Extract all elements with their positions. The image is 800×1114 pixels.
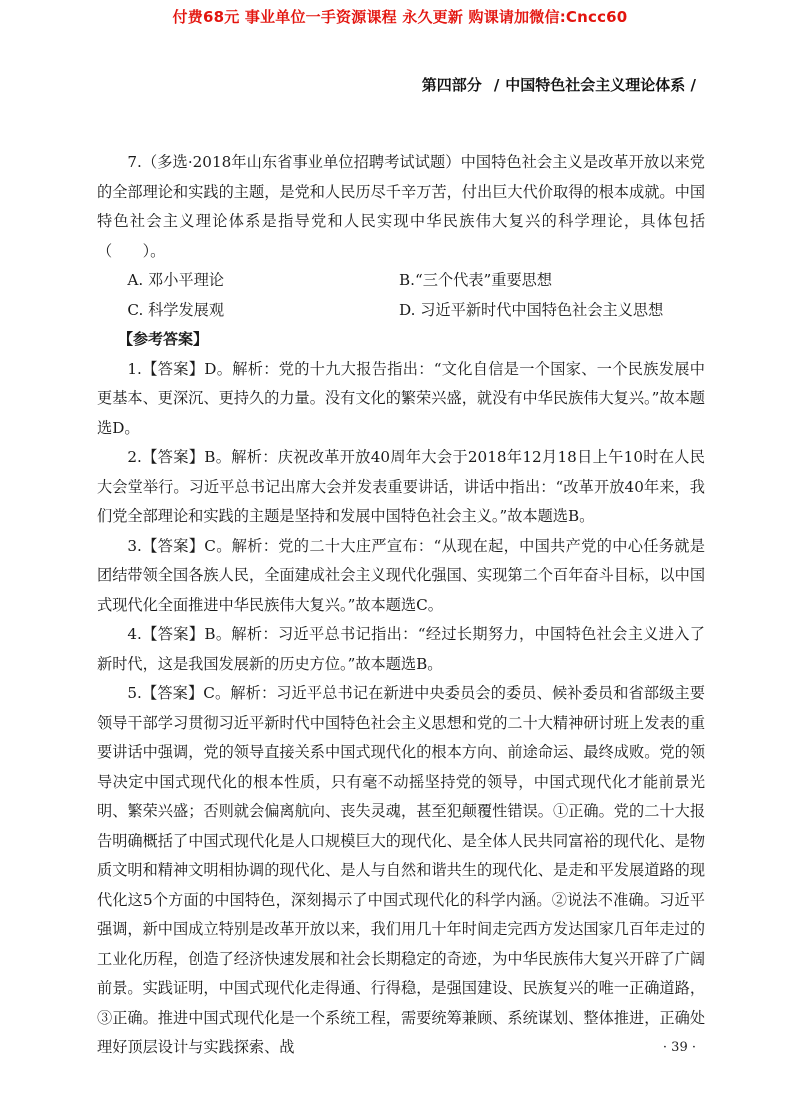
option-d: D. 习近平新时代中国特色社会主义思想 <box>399 300 664 319</box>
option-b: B.“三个代表”重要思想 <box>399 271 553 289</box>
promo-banner: 付费68元 事业单位一手资源课程 永久更新 购课请加微信:Cncc60 <box>172 8 628 26</box>
answers-heading: 【参考答案】 <box>118 330 209 348</box>
running-header <box>422 74 696 95</box>
answer-4: 4.【答案】B。解析：习近平总书记指出：“经过长期努力，中国特色社会主义进入了新时代，这是我国发展新的历史方位。”故本题选B。 <box>97 625 705 673</box>
answer-5: 5.【答案】C。解析：习近平总书记在新进中央委员会的委员、候补委员和省部级主要领导干部学习贯彻习近平新时代中国特色社会主义思想和党的二十大精神研讨班上发表的重要讲话中强调，党的领导直接关系中国式现代化的根本方向、前途命运、最终成败。党的领导决定中国式现代化的根本性质，只有毫不动摇坚持党的领导，中国式现代化才能前景光明、繁荣兴盛；否则就会偏离航向、丧失灵魂，甚至犯颠覆性错误。①正确。党的二十大报告明确概括了中国式现代化是人口规模巨大的现代化、是全体人民共同富裕的现代化、是物质文明和精神文明相协调的现代化、是人与自然和谐共生的现代化、是走和平发展道路的现代化这5个方面的中国特色，深刻揭示了中国式现代化的科学内涵。②说法不准确。习近平强调，新中国成立特别是改革开放以来，我们用几十年时间走完西方发达国家几百年走过的工业化历程，创造了经济快速发展和社会长期稳定的奇迹，为中华民族伟大复兴开辟了广阔前景。实践证明，中国式现代化走得通、行得稳，是强国建设、民族复兴的唯一正确道路，③正确。推进中国式现代化是一个系统工程，需要统筹兼顾、系统谋划、整体推进，正确处理好顶层设计与实践探索、战 <box>97 684 705 1056</box>
option-c: C. 科学发展观 <box>127 300 225 319</box>
header-section: 中国特色社会主义理论体系 / <box>505 76 696 94</box>
question-7-text: 7.（多选·2018年山东省事业单位招聘考试试题）中国特色社会主义是改革开放以来党的全部理论和实践的主题，是党和人民历尽千辛万苦，付出巨大代价取得的根本成就。中国特色社会主义理论体系是指导党和人民实现中华民族伟大复兴的科学理论，具体包括（ ）。 <box>97 153 705 260</box>
header-part: 第四部分 <box>421 76 482 94</box>
question-7-options <box>97 266 705 325</box>
answer-1: 1.【答案】D。解析：党的十九大报告指出：“文化自信是一个国家、一个民族发展中更基本、更深沉、更持久的力量。没有文化的繁荣兴盛，就没有中华民族伟大复兴。”故本题选D。 <box>97 359 705 437</box>
page-number: · 39 · <box>662 1040 696 1055</box>
page-body <box>97 148 705 1063</box>
option-a: A. 邓小平理论 <box>127 271 224 289</box>
answer-3: 3.【答案】C。解析：党的二十大庄严宣布：“从现在起，中国共产党的中心任务就是团结带领全国各族人民，全面建成社会主义现代化强国、实现第二个百年奋斗目标，以中国式现代化全面推进中华民族伟大复兴。”故本题选C。 <box>97 536 705 614</box>
header-separator: / <box>493 76 500 94</box>
answer-2: 2.【答案】B。解析：庆祝改革开放40周年大会于2018年12月18日上午10时在人民大会堂举行。习近平总书记出席大会并发表重要讲话，讲话中指出：“改革开放40年来，我们党全部理论和实践的主题是坚持和发展中国特色社会主义。”故本题选B。 <box>97 448 705 525</box>
